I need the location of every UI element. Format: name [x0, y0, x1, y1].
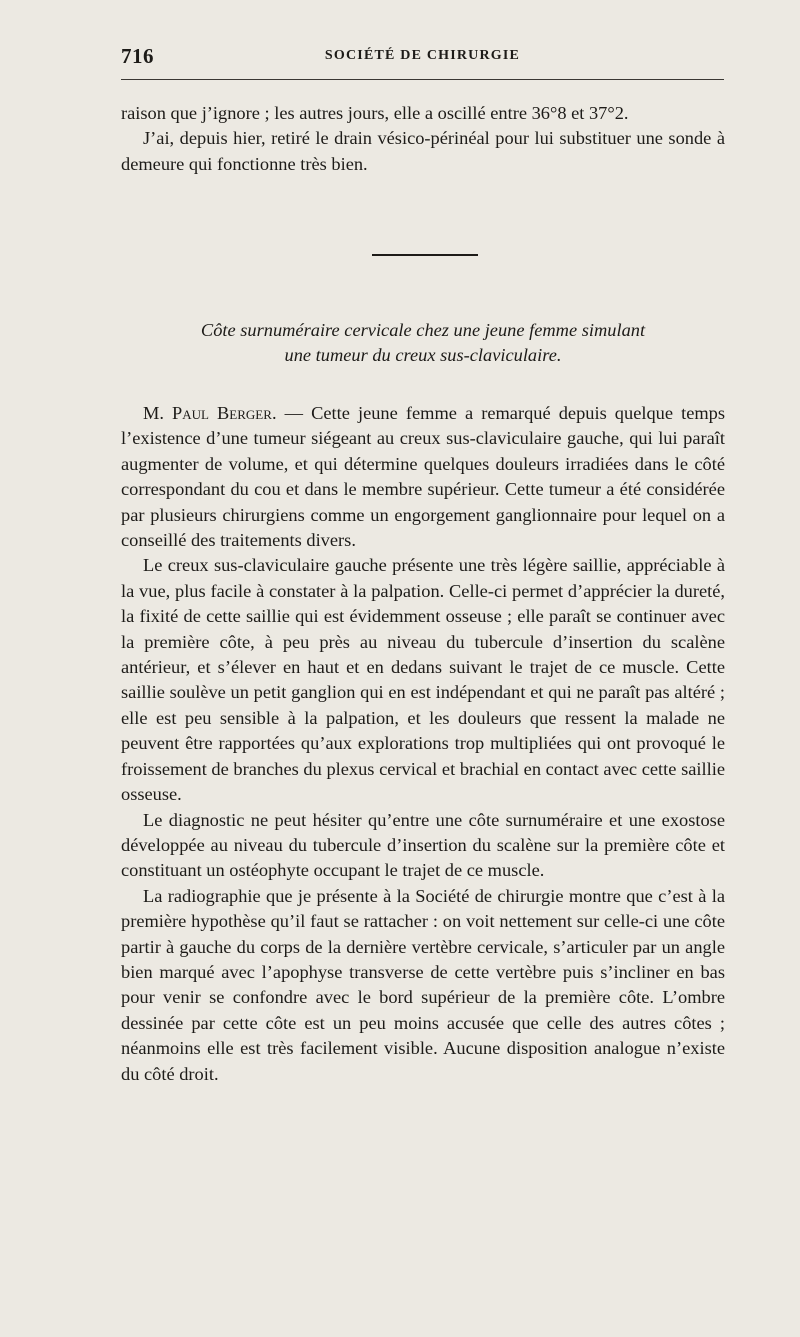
- speaker-suffix: . —: [271, 403, 312, 423]
- page-number: 716: [121, 44, 154, 68]
- body-paragraph-3: Le diagnostic ne peut hésiter qu’entre une côte surnuméraire et une exostose développée au niveau du tubercule d’insertion du scalène sur la première côte et constituant un ostéophyte occupant le trajet de ce muscle.: [121, 809, 725, 881]
- body-paragraph-1-text: Cette jeune femme a remarqué depuis quelque temps l’existence d’une tumeur siégeant au creux sus-claviculaire gauche, qui lui paraît augmenter de volume, et qui détermine quelques douleurs irradiées dans le côté correspondant du cou et dans le membre supérieur. Cette tumeur a été considérée par plusieurs chirurgiens comme un engorgement ganglionnaire pour lequel on a conseillé des traitements divers.: [121, 403, 726, 551]
- running-head: SOCIÉTÉ DE CHIRURGIE: [324, 48, 521, 63]
- body-paragraph-4: La radiographie que je présente à la Société de chirurgie montre que c’est à la première hypothèse qu’il faut se rattacher : on voit nettement sur celle-ci une côte partir à gauche du corps de la dernière vertèbre cervicale, s’articuler par un angle bien marqué avec l’apophyse transverse de cette vertèbre puis s’incliner en bas pour venir se confondre avec le bord supérieur de la première côte. L’ombre dessinée par cette côte est un peu moins accusée que celle des autres côtes ; néanmoins elle est très facilement visible. Aucune disposition analogue n’existe du côté droit.: [121, 885, 725, 1084]
- article-body: [121, 401, 725, 1087]
- intro-text: [121, 101, 725, 177]
- body-paragraph-1: [121, 401, 725, 553]
- body-paragraph-2: Le creux sus-claviculaire gauche présente une très légère saillie, appréciable à la vue, plus facile à constater à la palpation. Celle-ci permet d’apprécier la dureté, la fixité de cette saillie qui est évidemment osseuse ; elle paraît se continuer avec la première côte, à peu près au niveau du tubercule d’insertion du scalène antérieur, et s’élever en haut et en dedans suivant le trajet de ce muscle. Cette saillie soulève un petit ganglion qui en est indépendant et qui ne paraît pas altéré ; elle est peu sensible à la palpation, et les douleurs que ressent la malade ne peuvent être rapportées qu’aux explorations trop multipliées qui ont provoqué le froissement de branches du plexus cervical et brachial en contact avec cette saillie osseuse.: [121, 555, 725, 805]
- speaker-name: Paul Berger: [172, 403, 272, 423]
- section-title-line-1: Côte surnuméraire cervicale chez une jeune femme simulant: [200, 320, 646, 340]
- intro-paragraph-1: raison que j’ignore ; les autres jours, elle a oscillé entre 36°8 et 37°2.: [121, 103, 629, 123]
- section-title-line-2: une tumeur du creux sus-claviculaire.: [284, 345, 562, 365]
- header-rule: [121, 79, 724, 80]
- section-title: [121, 318, 725, 368]
- speaker-prefix: M.: [143, 403, 173, 423]
- intro-paragraph-2: J’ai, depuis hier, retiré le drain vésico-périnéal pour lui substituer une sonde à demeure qui fonctionne très bien.: [121, 128, 725, 174]
- section-divider: [372, 254, 478, 256]
- page-header: [121, 42, 724, 72]
